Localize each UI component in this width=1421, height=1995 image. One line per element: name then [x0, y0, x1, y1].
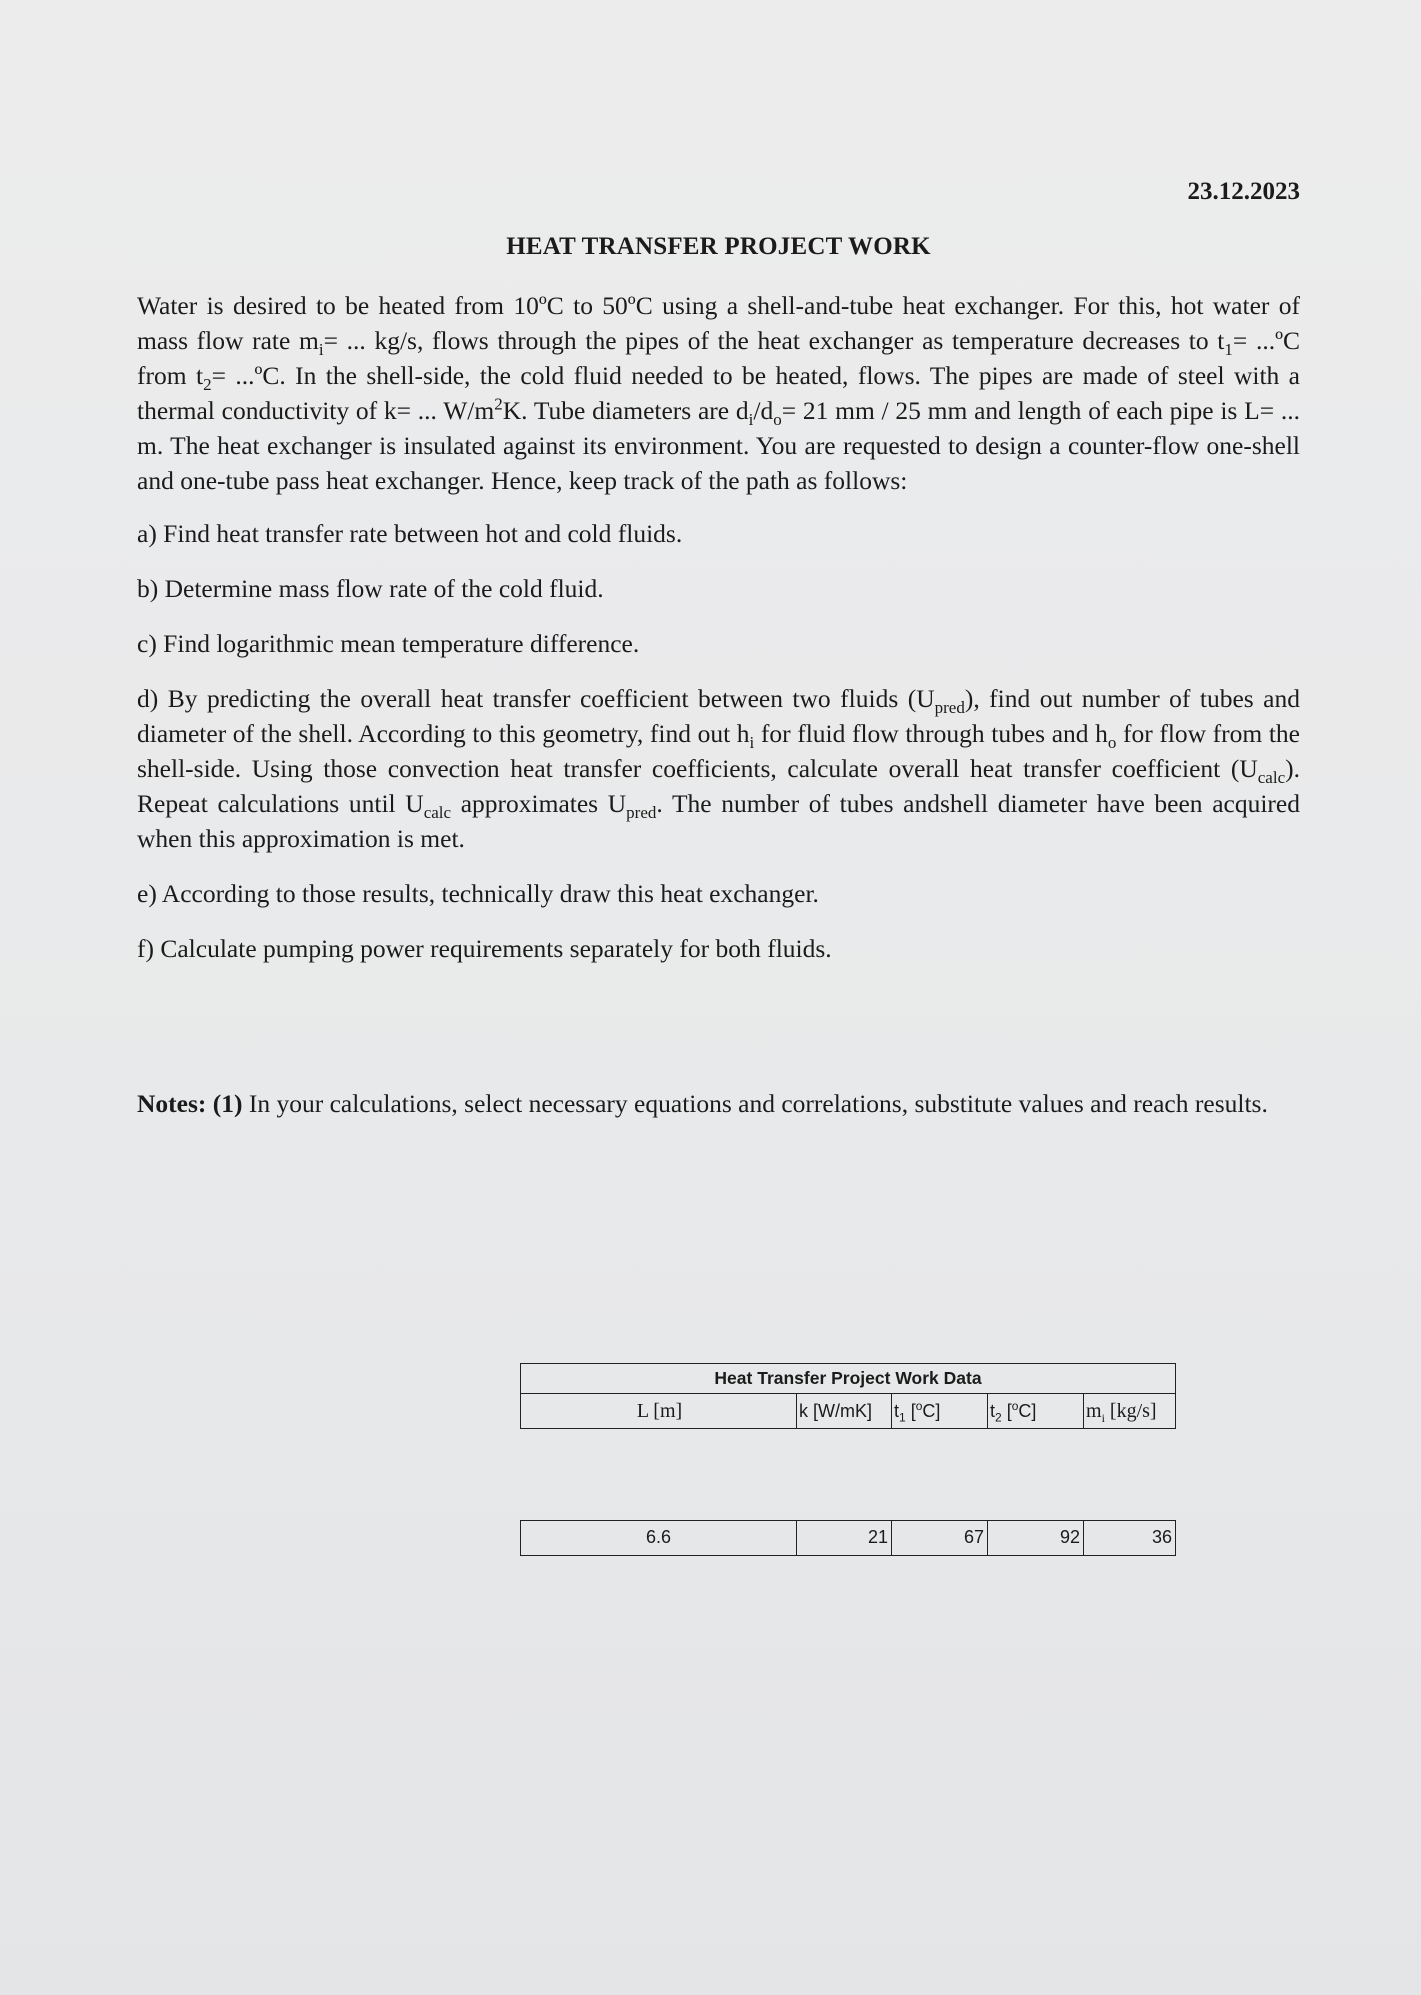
column-header-conductivity: k [W/mK] — [796, 1394, 891, 1428]
notes-paragraph — [137, 1086, 1300, 1121]
data-table-values-row — [520, 1520, 1176, 1556]
value-t1: 67 — [891, 1521, 987, 1555]
column-header-length: L [m] — [636, 1400, 683, 1422]
task-item-e: e) According to those results, technically draw this heat exchanger. — [137, 879, 819, 908]
task-item-a: a) Find heat transfer rate between hot and cold fluids. — [137, 519, 683, 548]
column-header-t2: $t_2$ [$^o$C] — [987, 1394, 1083, 1428]
column-header-mass-flow: $m_i$ [kg/s] — [1083, 1394, 1175, 1428]
notes-text: In your calculations, select necessary equations and correlations, substitute values and reach results. — [242, 1089, 1268, 1118]
notes-label: Notes: (1) — [137, 1089, 243, 1118]
task-item-d: d) By predicting the overall heat transfer coefficient between two fluids $(U_{pred})$, find out number of tubes and diameter of the shell. According to this geometry, find out $h_i$ for fluid flow through tubes and $h_o$ for flow from the shell-side. Using those convection heat transfer coefficients, calculate overall heat transfer coefficient $(U_{calc})$. Repeat calculations until $U_{calc}$ approximates $U_{pred}$. The number of tubes andshell diameter have been acquired when this approximation is met. — [137, 684, 1300, 853]
task-item-f: f) Calculate pumping power requirements separately for both fluids. — [137, 934, 832, 963]
task-item-c: c) Find logarithmic mean temperature difference. — [137, 629, 640, 658]
document-title: HEAT TRANSFER PROJECT WORK — [506, 233, 931, 260]
data-table-columns — [521, 1394, 1175, 1428]
value-length: 6.6 — [645, 1527, 672, 1547]
document-body — [137, 288, 1300, 986]
value-conductivity: 21 — [796, 1521, 891, 1555]
data-table-header — [520, 1363, 1176, 1429]
intro-paragraph: Water is desired to be heated from 10ºC to 50ºC using a shell-and-tube heat exchanger. For this, hot water of mass flow rate $m_i=$ ... kg/s, flows through the pipes of the heat exchanger as temperature decreases to $t_1=$ ...ºC from $t_2=$ ...ºC. In the shell-side, the cold fluid needed to be heated, flows. The pipes are made of steel with a thermal conductivity of k= ... $W/m^2K$. Tube diameters are $d_i/d_o= 21$ mm / 25 mm and length of each pipe is L= ... m. The heat exchanger is insulated against its environment. You are requested to design a counter-flow one-shell and one-tube pass heat exchanger. Hence, keep track of the path as follows: — [137, 291, 1301, 495]
value-mass-flow: 36 — [1083, 1521, 1175, 1555]
data-table-title: Heat Transfer Project Work Data — [521, 1364, 1175, 1394]
document-date: 23.12.2023 — [1187, 178, 1300, 205]
column-header-t1: $t_1$ [$^o$C] — [891, 1394, 987, 1428]
task-item-b: b) Determine mass flow rate of the cold fluid. — [137, 574, 604, 603]
value-t2: 92 — [987, 1521, 1083, 1555]
